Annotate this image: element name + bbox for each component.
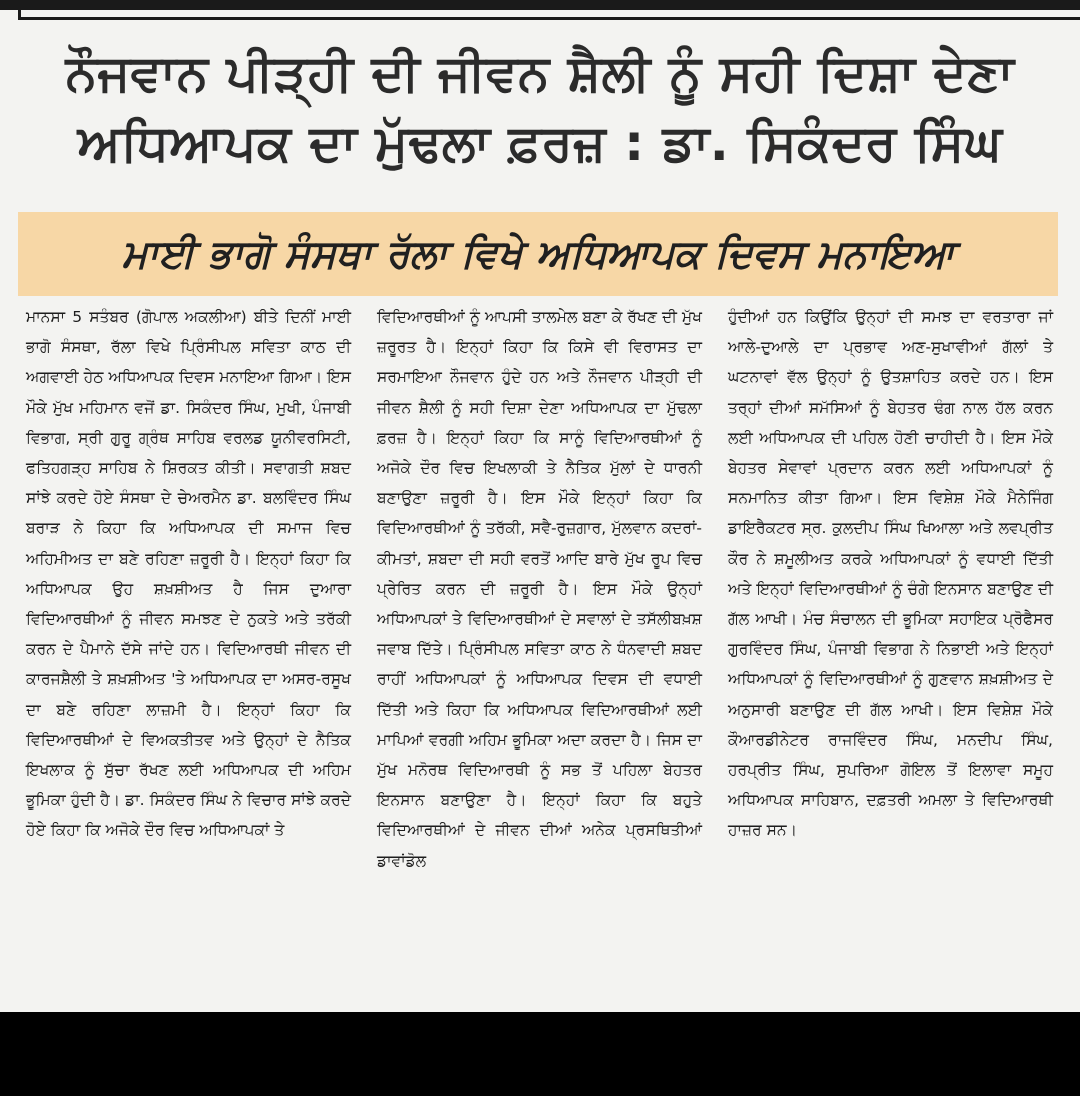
- column-3-text: ਹੁੰਦੀਆਂ ਹਨ ਕਿਉਂਕਿ ਉਨ੍ਹਾਂ ਦੀ ਸਮਝ ਦਾ ਵਰਤਾਰਾ ਜਾਂ ਆਲੇ-ਦੁਆਲੇ ਦਾ ਪ੍ਰਭਾਵ ਅਣ-ਸੁਖਾਵੀਆਂ ਗੱਲਾਂ ਤੇ ਘਟਨਾਵਾਂ ਵੱਲ ਉਨ੍ਹਾਂ ਨੂੰ ਉਤਸ਼ਾਹਿਤ ਕਰਦੇ ਹਨ। ਇਸ ਤਰ੍ਹਾਂ ਦੀਆਂ ਸਮੱਸਿਆਂ ਨੂੰ ਬੇਹਤਰ ਢੰਗ ਨਾਲ ਹੱਲ ਕਰਨ ਲਈ ਅਧਿਆਪਕ ਦੀ ਪਹਿਲ ਹੋਣੀ ਚਾਹੀਦੀ ਹੈ। ਇਸ ਮੌਕੇ ਬੇਹਤਰ ਸੇਵਾਵਾਂ ਪ੍ਰਦਾਨ ਕਰਨ ਲਈ ਅਧਿਆਪਕਾਂ ਨੂੰ ਸਨਮਾਨਿਤ ਕੀਤਾ ਗਿਆ। ਇਸ ਵਿਸ਼ੇਸ਼ ਮੌਕੇ ਮੈਨੇਜਿੰਗ ਡਾਇਰੈਕਟਰ ਸ੍ਰ. ਕੁਲਦੀਪ ਸਿੰਘ ਖਿਆਲਾ ਅਤੇ ਲਵਪ੍ਰੀਤ ਕੌਰ ਨੇ ਸ਼ਮੂਲੀਅਤ ਕਰਕੇ ਅਧਿਆਪਕਾਂ ਨੂੰ ਵਧਾਈ ਦਿੱਤੀ ਅਤੇ ਇਨ੍ਹਾਂ ਵਿਦਿਆਰਥੀਆਂ ਨੂੰ ਚੰਗੇ ਇਨਸਾਨ ਬਣਾਉਣ ਦੀ ਗੱਲ ਆਖੀ। ਮੰਚ ਸੰਚਾਲਨ ਦੀ ਭੂਮਿਕਾ ਸਹਾਇਕ ਪ੍ਰੋਫੈਸਰ ਗੁਰਵਿੰਦਰ ਸਿੰਘ, ਪੰਜਾਬੀ ਵਿਭਾਗ ਨੇ ਨਿਭਾਈ ਅਤੇ ਇਨ੍ਹਾਂ ਅਧਿਆਪਕਾਂ ਨੂੰ ਵਿਦਿਆਰਥੀਆਂ ਨੂੰ ਗੁਣਵਾਨ ਸ਼ਖ਼ਸ਼ੀਅਤ ਦੇ ਅਨੁਸਾਰੀ ਬਣਾਉਣ ਦੀ ਗੱਲ ਆਖੀ। ਇਸ ਵਿਸ਼ੇਸ਼ ਮੌਕੇ ਕੌਆਰਡੀਨੇਟਰ ਰਾਜਵਿੰਦਰ ਸਿੰਘ, ਮਨਦੀਪ ਸਿੰਘ, ਹਰਪ੍ਰੀਤ ਸਿੰਘ, ਸੁਪਰਿਆ ਗੋਇਲ ਤੋਂ ਇਲਾਵਾ ਸਮੂਹ ਅਧਿਆਪਕ ਸਾਹਿਬਾਨ, ਦਫ਼ਤਰੀ ਅਮਲਾ ਤੇ ਵਿਦਿਆਰਥੀ ਹਾਜ਼ਰ ਸਨ।: [728, 308, 1053, 840]
- column-1-text: ਮਾਨਸਾ 5 ਸਤੰਬਰ (ਗੋਪਾਲ ਅਕਲੀਆ) ਬੀਤੇ ਦਿਨੀਂ ਮਾਈ ਭਾਗੋ ਸੰਸਥਾ, ਰੱਲਾ ਵਿਖੇ ਪ੍ਰਿੰਸੀਪਲ ਸਵਿਤਾ ਕਾਠ ਦੀ ਅਗਵਾਈ ਹੇਠ ਅਧਿਆਪਕ ਦਿਵਸ ਮਨਾਇਆ ਗਿਆ। ਇਸ ਮੌਕੇ ਮੁੱਖ ਮਹਿਮਾਨ ਵਜੋਂ ਡਾ. ਸਿਕੰਦਰ ਸਿੰਘ, ਮੁਖੀ, ਪੰਜਾਬੀ ਵਿਭਾਗ, ਸ੍ਰੀ ਗੁਰੂ ਗ੍ਰੰਥ ਸਾਹਿਬ ਵਰਲਡ ਯੂਨੀਵਰਸਿਟੀ, ਫਤਿਹਗੜ੍ਹ ਸਾਹਿਬ ਨੇ ਸ਼ਿਰਕਤ ਕੀਤੀ। ਸਵਾਗਤੀ ਸ਼ਬਦ ਸਾਂਝੇ ਕਰਦੇ ਹੋਏ ਸੰਸਥਾ ਦੇ ਚੇਅਰਮੈਨ ਡਾ. ਬਲਵਿੰਦਰ ਸਿੰਘ ਬਰਾੜ ਨੇ ਕਿਹਾ ਕਿ ਅਧਿਆਪਕ ਦੀ ਸਮਾਜ ਵਿਚ ਅਹਿਮੀਅਤ ਦਾ ਬਣੇ ਰਹਿਣਾ ਜ਼ਰੂਰੀ ਹੈ। ਇਨ੍ਹਾਂ ਕਿਹਾ ਕਿ ਅਧਿਆਪਕ ਉਹ ਸ਼ਖ਼ਸ਼ੀਅਤ ਹੈ ਜਿਸ ਦੁਆਰਾ ਵਿਦਿਆਰਥੀਆਂ ਨੂੰ ਜੀਵਨ ਸਮਝਣ ਦੇ ਨੁਕਤੇ ਅਤੇ ਤਰੱਕੀ ਕਰਨ ਦੇ ਪੈਮਾਨੇ ਦੱਸੇ ਜਾਂਦੇ ਹਨ। ਵਿਦਿਆਰਥੀ ਜੀਵਨ ਦੀ ਕਾਰਜਸ਼ੈਲੀ ਤੇ ਸ਼ਖ਼ਸ਼ੀਅਤ 'ਤੇ ਅਧਿਆਪਕ ਦਾ ਅਸਰ-ਰਸੂਖ ਦਾ ਬਣੇ ਰਹਿਣਾ ਲਾਜ਼ਮੀ ਹੈ। ਇਨ੍ਹਾਂ ਕਿਹਾ ਕਿ ਵਿਦਿਆਰਥੀਆਂ ਦੇ ਵਿਅਕਤੀਤਵ ਅਤੇ ਉਨ੍ਹਾਂ ਦੇ ਨੈਤਿਕ ਇਖਲਾਕ ਨੂੰ ਸੁੱਚਾ ਰੱਖਣ ਲਈ ਅਧਿਆਪਕ ਦੀ ਅਹਿਮ ਭੂਮਿਕਾ ਹੁੰਦੀ ਹੈ। ਡਾ. ਸਿਕੰਦਰ ਸਿੰਘ ਨੇ ਵਿਚਾਰ ਸਾਂਝੇ ਕਰਦੇ ਹੋਏ ਕਿਹਾ ਕਿ ਅਜੋਕੇ ਦੌਰ ਵਿਚ ਅਧਿਆਪਕਾਂ ਤੇ: [26, 308, 351, 840]
- article-body: [26, 302, 1054, 1002]
- top-border-rule: [0, 0, 1080, 10]
- bottom-black-bar: [0, 1012, 1080, 1096]
- article-column-2: [377, 302, 702, 1002]
- article-subheadline: ਮਾਈ ਭਾਗੋ ਸੰਸਥਾ ਰੱਲਾ ਵਿਖੇ ਅਧਿਆਪਕ ਦਿਵਸ ਮਨਾਇਆ: [18, 212, 1058, 296]
- headline-line-2: ਅਧਿਆਪਕ ਦਾ ਮੁੱਢਲਾ ਫ਼ਰਜ਼ : ਡਾ. ਸਿਕੰਦਰ ਸਿੰਘ: [77, 114, 1003, 172]
- article-headline: [0, 38, 1080, 178]
- article-column-1: [26, 302, 351, 1002]
- article-column-3: [728, 302, 1053, 1002]
- headline-line-1: ਨੌਜਵਾਨ ਪੀੜ੍ਹੀ ਦੀ ਜੀਵਨ ਸ਼ੈਲੀ ਨੂੰ ਸਹੀ ਦਿਸ਼ਾ ਦੇਣਾ: [65, 44, 1015, 102]
- article-frame-line: [18, 10, 1080, 20]
- column-2-text: ਵਿਦਿਆਰਥੀਆਂ ਨੂੰ ਆਪਸੀ ਤਾਲਮੇਲ ਬਣਾ ਕੇ ਰੱਖਣ ਦੀ ਮੁੱਖ ਜ਼ਰੂਰਤ ਹੈ। ਇਨ੍ਹਾਂ ਕਿਹਾ ਕਿ ਕਿਸੇ ਵੀ ਵਿਰਾਸਤ ਦਾ ਸਰਮਾਇਆ ਨੌਜਵਾਨ ਹੁੰਦੇ ਹਨ ਅਤੇ ਨੌਜਵਾਨ ਪੀੜ੍ਹੀ ਦੀ ਜੀਵਨ ਸ਼ੈਲੀ ਨੂੰ ਸਹੀ ਦਿਸ਼ਾ ਦੇਣਾ ਅਧਿਆਪਕ ਦਾ ਮੁੱਢਲਾ ਫ਼ਰਜ਼ ਹੈ। ਇਨ੍ਹਾਂ ਕਿਹਾ ਕਿ ਸਾਨੂੰ ਵਿਦਿਆਰਥੀਆਂ ਨੂੰ ਅਜੋਕੇ ਦੌਰ ਵਿਚ ਇਖਲਾਕੀ ਤੇ ਨੈਤਿਕ ਮੁੱਲਾਂ ਦੇ ਧਾਰਨੀ ਬਣਾਉਣਾ ਜ਼ਰੂਰੀ ਹੈ। ਇਸ ਮੌਕੇ ਇਨ੍ਹਾਂ ਕਿਹਾ ਕਿ ਵਿਦਿਆਰਥੀਆਂ ਨੂੰ ਤਰੱਕੀ, ਸਵੈ-ਰੁਜ਼ਗਾਰ, ਮੁੱਲਵਾਨ ਕਦਰਾਂ-ਕੀਮਤਾਂ, ਸ਼ਬਦਾ ਦੀ ਸਹੀ ਵਰਤੋਂ ਆਦਿ ਬਾਰੇ ਮੁੱਖ ਰੂਪ ਵਿਚ ਪ੍ਰੇਰਿਤ ਕਰਨ ਦੀ ਜ਼ਰੂਰੀ ਹੈ। ਇਸ ਮੌਕੇ ਉਨ੍ਹਾਂ ਅਧਿਆਪਕਾਂ ਤੇ ਵਿਦਿਆਰਥੀਆਂ ਦੇ ਸਵਾਲਾਂ ਦੇ ਤਸੱਲੀਬਖ਼ਸ਼ ਜਵਾਬ ਦਿੱਤੇ। ਪ੍ਰਿੰਸੀਪਲ ਸਵਿਤਾ ਕਾਠ ਨੇ ਧੰਨਵਾਦੀ ਸ਼ਬਦ ਰਾਹੀਂ ਅਧਿਆਪਕਾਂ ਨੂੰ ਅਧਿਆਪਕ ਦਿਵਸ ਦੀ ਵਧਾਈ ਦਿੱਤੀ ਅਤੇ ਕਿਹਾ ਕਿ ਅਧਿਆਪਕ ਵਿਦਿਆਰਥੀਆਂ ਲਈ ਮਾਪਿਆਂ ਵਰਗੀ ਅਹਿਮ ਭੂਮਿਕਾ ਅਦਾ ਕਰਦਾ ਹੈ। ਜਿਸ ਦਾ ਮੁੱਖ ਮਨੋਰਥ ਵਿਦਿਆਰਥੀ ਨੂੰ ਸਭ ਤੋਂ ਪਹਿਲਾ ਬੇਹਤਰ ਇਨਸਾਨ ਬਣਾਉਣਾ ਹੈ। ਇਨ੍ਹਾਂ ਕਿਹਾ ਕਿ ਬਹੁਤੇ ਵਿਦਿਆਰਥੀਆਂ ਦੇ ਜੀਵਨ ਦੀਆਂ ਅਨੇਕ ਪ੍ਰਸਥਿਤੀਆਂ ਡਾਵਾਂਡੋਲ: [377, 308, 702, 870]
